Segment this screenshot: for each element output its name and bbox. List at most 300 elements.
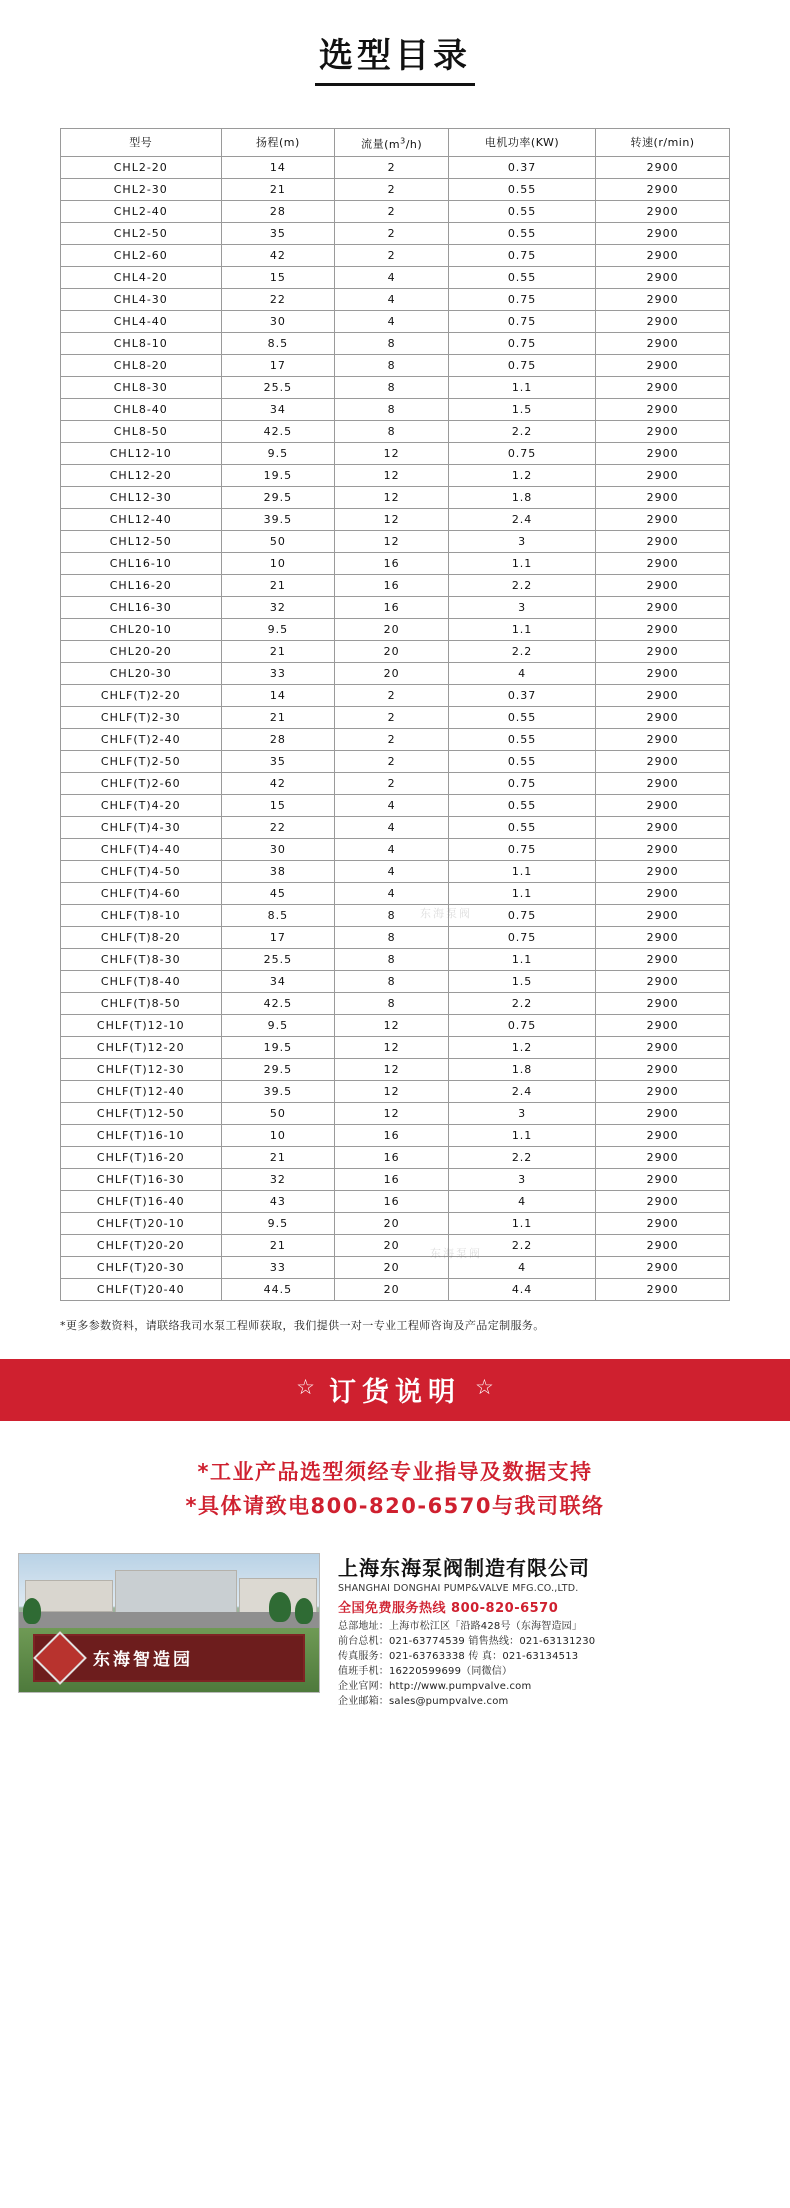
table-cell: 2900 (596, 662, 730, 684)
contact-line: 传真服务：021-63763338 传 真：021-63134513 (338, 1650, 579, 1662)
table-cell: 22 (221, 288, 335, 310)
table-cell: CHLF(T)8-20 (61, 926, 222, 948)
table-row (61, 200, 730, 222)
col-header-flow (335, 129, 449, 157)
table-cell: 0.55 (448, 178, 595, 200)
table-cell: 20 (335, 640, 449, 662)
table-row (61, 1014, 730, 1036)
table-cell: 2900 (596, 794, 730, 816)
table-row (61, 684, 730, 706)
spec-table-area (0, 108, 790, 1301)
table-cell: 2900 (596, 376, 730, 398)
table-cell: 12 (335, 442, 449, 464)
table-cell: 32 (221, 1168, 335, 1190)
table-cell: 2900 (596, 200, 730, 222)
table-cell: 25.5 (221, 948, 335, 970)
table-cell: 12 (335, 530, 449, 552)
table-row (61, 794, 730, 816)
table-cell: 2.2 (448, 420, 595, 442)
table-cell: 2900 (596, 1102, 730, 1124)
table-cell: 1.1 (448, 376, 595, 398)
table-cell: 45 (221, 882, 335, 904)
table-cell: 12 (335, 508, 449, 530)
table-cell: 10 (221, 1124, 335, 1146)
table-cell: 43 (221, 1190, 335, 1212)
table-cell: 1.8 (448, 1058, 595, 1080)
table-cell: 9.5 (221, 1212, 335, 1234)
table-cell: 12 (335, 1058, 449, 1080)
table-cell: 28 (221, 200, 335, 222)
table-row (61, 970, 730, 992)
table-cell: CHLF(T)20-40 (61, 1278, 222, 1300)
table-cell: 2900 (596, 816, 730, 838)
table-cell: 19.5 (221, 464, 335, 486)
table-cell: 1.1 (448, 948, 595, 970)
table-cell: CHLF(T)12-10 (61, 1014, 222, 1036)
contact-line: 前台总机：021-63774539 销售热线：021-63131230 (338, 1635, 596, 1647)
table-cell: 0.55 (448, 222, 595, 244)
table-cell: 2900 (596, 222, 730, 244)
table-cell: 2 (335, 178, 449, 200)
table-row (61, 508, 730, 530)
star-left-icon: ☆ (296, 1376, 315, 1400)
table-cell: 1.1 (448, 860, 595, 882)
contact-line: 总部地址：上海市松江区「沿路428号（东海智造园」 (338, 1620, 583, 1632)
table-cell: CHLF(T)4-60 (61, 882, 222, 904)
table-cell: CHLF(T)2-20 (61, 684, 222, 706)
table-cell: 20 (335, 1278, 449, 1300)
table-cell: 14 (221, 684, 335, 706)
table-row (61, 596, 730, 618)
table-cell: 2900 (596, 728, 730, 750)
table-cell: 38 (221, 860, 335, 882)
order-instructions-band (0, 1359, 790, 1421)
table-cell: 28 (221, 728, 335, 750)
table-cell: 25.5 (221, 376, 335, 398)
col-header-power-text: 电机功率 (484, 135, 531, 149)
slogan-line-1: *工业产品选型须经专业指导及数据支持 (197, 1459, 593, 1484)
table-row (61, 772, 730, 794)
table-cell: CHLF(T)4-50 (61, 860, 222, 882)
table-cell: 8 (335, 354, 449, 376)
table-row (61, 1190, 730, 1212)
table-row (61, 332, 730, 354)
table-cell: 33 (221, 662, 335, 684)
table-cell: CHL8-20 (61, 354, 222, 376)
photo-tree (269, 1592, 291, 1622)
table-cell: 22 (221, 816, 335, 838)
table-row (61, 1124, 730, 1146)
col-header-model (61, 129, 222, 157)
table-cell: 9.5 (221, 618, 335, 640)
photo-tree (23, 1598, 41, 1624)
table-cell: 2.4 (448, 1080, 595, 1102)
table-cell: 1.1 (448, 882, 595, 904)
col-header-power (448, 129, 595, 157)
table-cell: CHL4-40 (61, 310, 222, 332)
table-cell: 34 (221, 398, 335, 420)
table-cell: 20 (335, 1256, 449, 1278)
table-cell: 44.5 (221, 1278, 335, 1300)
table-cell: 2 (335, 750, 449, 772)
table-cell: CHLF(T)2-60 (61, 772, 222, 794)
table-cell: CHLF(T)4-30 (61, 816, 222, 838)
contact-line-email[interactable]: 企业邮箱：sales@pumpvalve.com (338, 1695, 509, 1707)
table-row (61, 618, 730, 640)
table-row (61, 816, 730, 838)
table-row (61, 1102, 730, 1124)
table-cell: 1.1 (448, 1124, 595, 1146)
table-cell: 30 (221, 838, 335, 860)
table-cell: CHL12-50 (61, 530, 222, 552)
table-cell: 21 (221, 1146, 335, 1168)
table-cell: 0.55 (448, 750, 595, 772)
table-cell: 2900 (596, 332, 730, 354)
table-cell: 2900 (596, 508, 730, 530)
table-cell: 2900 (596, 882, 730, 904)
table-cell: 4 (335, 794, 449, 816)
table-cell: CHL8-40 (61, 398, 222, 420)
table-cell: 8.5 (221, 332, 335, 354)
table-row (61, 354, 730, 376)
table-cell: 14 (221, 156, 335, 178)
photo-tree (295, 1598, 313, 1624)
table-cell: 50 (221, 530, 335, 552)
slogan-section (0, 1421, 790, 1553)
table-row (61, 904, 730, 926)
table-cell: CHLF(T)12-20 (61, 1036, 222, 1058)
star-right-icon: ☆ (475, 1376, 494, 1400)
photo-building-center (115, 1570, 237, 1614)
table-row (61, 1168, 730, 1190)
table-row (61, 926, 730, 948)
table-cell: 12 (335, 1036, 449, 1058)
table-cell: 0.55 (448, 794, 595, 816)
table-cell: 0.55 (448, 728, 595, 750)
table-cell: 4 (448, 1256, 595, 1278)
table-cell: 2900 (596, 684, 730, 706)
table-cell: 20 (335, 1212, 449, 1234)
table-cell: 2 (335, 706, 449, 728)
table-cell: 0.75 (448, 354, 595, 376)
table-cell: CHLF(T)20-10 (61, 1212, 222, 1234)
table-cell: 1.5 (448, 970, 595, 992)
table-row (61, 1234, 730, 1256)
table-cell: CHLF(T)12-50 (61, 1102, 222, 1124)
table-cell: 29.5 (221, 486, 335, 508)
table-cell: 16 (335, 1168, 449, 1190)
table-cell: 0.55 (448, 200, 595, 222)
table-cell: 3 (448, 596, 595, 618)
table-cell: 2900 (596, 442, 730, 464)
table-cell: 8.5 (221, 904, 335, 926)
table-row (61, 376, 730, 398)
table-cell: 2 (335, 244, 449, 266)
table-cell: 20 (335, 662, 449, 684)
table-cell: CHL20-20 (61, 640, 222, 662)
table-row (61, 288, 730, 310)
watermark: 东海泵阀 (430, 1247, 482, 1260)
table-cell: 21 (221, 574, 335, 596)
table-cell: 4 (335, 882, 449, 904)
table-cell: 16 (335, 1124, 449, 1146)
table-cell: 50 (221, 1102, 335, 1124)
table-cell: 2900 (596, 1124, 730, 1146)
table-cell: CHL20-10 (61, 618, 222, 640)
table-cell: 2900 (596, 772, 730, 794)
table-cell: 2 (335, 200, 449, 222)
table-cell: 1.1 (448, 618, 595, 640)
col-header-head-unit: (m) (279, 135, 300, 149)
table-cell: 2900 (596, 1058, 730, 1080)
table-cell: 8 (335, 332, 449, 354)
table-cell: 16 (335, 574, 449, 596)
table-cell: 0.55 (448, 266, 595, 288)
table-cell: 2 (335, 222, 449, 244)
table-cell: 8 (335, 376, 449, 398)
table-cell: 2900 (596, 1256, 730, 1278)
table-cell: 2900 (596, 288, 730, 310)
table-row (61, 178, 730, 200)
table-row (61, 1256, 730, 1278)
table-cell: CHL8-10 (61, 332, 222, 354)
table-cell: CHL12-20 (61, 464, 222, 486)
table-cell: 20 (335, 618, 449, 640)
table-row (61, 442, 730, 464)
table-cell: 35 (221, 222, 335, 244)
table-cell: CHLF(T)16-20 (61, 1146, 222, 1168)
table-cell: 0.75 (448, 288, 595, 310)
table-cell: 0.55 (448, 706, 595, 728)
table-cell: CHLF(T)4-40 (61, 838, 222, 860)
table-cell: 30 (221, 310, 335, 332)
table-cell: 0.75 (448, 772, 595, 794)
table-cell: 16 (335, 596, 449, 618)
table-row (61, 882, 730, 904)
table-row (61, 530, 730, 552)
table-cell: 35 (221, 750, 335, 772)
table-cell: 2900 (596, 574, 730, 596)
col-header-speed-unit: (r/min) (653, 135, 695, 149)
table-cell: 21 (221, 1234, 335, 1256)
table-cell: 15 (221, 266, 335, 288)
table-cell: CHL8-30 (61, 376, 222, 398)
table-row (61, 420, 730, 442)
table-cell: 16 (335, 552, 449, 574)
watermark: 东海泵阀 (420, 907, 472, 920)
company-info (320, 1553, 790, 1709)
table-cell: CHL2-30 (61, 178, 222, 200)
table-cell: 2900 (596, 1234, 730, 1256)
table-cell: 1.2 (448, 1036, 595, 1058)
table-cell: CHLF(T)12-30 (61, 1058, 222, 1080)
table-cell: 2 (335, 684, 449, 706)
table-cell: 2900 (596, 1190, 730, 1212)
table-cell: 2900 (596, 948, 730, 970)
table-cell: 20 (335, 1234, 449, 1256)
table-cell: 16 (335, 1190, 449, 1212)
table-cell: 2900 (596, 552, 730, 574)
table-cell: 4.4 (448, 1278, 595, 1300)
table-cell: CHLF(T)8-50 (61, 992, 222, 1014)
table-cell: 0.75 (448, 904, 595, 926)
table-cell: 2900 (596, 310, 730, 332)
table-cell: 2900 (596, 354, 730, 376)
table-note: *更多参数资料，请联络我司水泵工程师获取，我们提供一对一专业工程师咨询及产品定制服务。 (60, 1318, 545, 1332)
table-cell: 42 (221, 244, 335, 266)
table-cell: 39.5 (221, 1080, 335, 1102)
table-cell: 2 (335, 156, 449, 178)
table-cell: 42.5 (221, 992, 335, 1014)
table-cell: 3 (448, 1102, 595, 1124)
table-cell: 4 (335, 860, 449, 882)
table-cell: CHL2-20 (61, 156, 222, 178)
table-cell: 4 (335, 288, 449, 310)
table-cell: 15 (221, 794, 335, 816)
table-cell: CHLF(T)2-40 (61, 728, 222, 750)
table-row (61, 156, 730, 178)
table-cell: 10 (221, 552, 335, 574)
table-cell: 1.2 (448, 464, 595, 486)
table-cell: 0.75 (448, 926, 595, 948)
table-cell: CHLF(T)8-10 (61, 904, 222, 926)
company-name-cn: 上海东海泵阀制造有限公司 (338, 1555, 590, 1580)
table-cell: CHL12-30 (61, 486, 222, 508)
col-header-head (221, 129, 335, 157)
table-cell: 8 (335, 904, 449, 926)
table-cell: 2900 (596, 706, 730, 728)
table-cell: 21 (221, 640, 335, 662)
table-cell: 2900 (596, 398, 730, 420)
table-cell: 8 (335, 970, 449, 992)
table-cell: CHL16-10 (61, 552, 222, 574)
table-row (61, 838, 730, 860)
table-cell: CHLF(T)20-20 (61, 1234, 222, 1256)
table-row (61, 398, 730, 420)
table-cell: 12 (335, 1014, 449, 1036)
table-cell: CHLF(T)16-30 (61, 1168, 222, 1190)
table-row (61, 750, 730, 772)
table-row (61, 266, 730, 288)
table-cell: 0.75 (448, 332, 595, 354)
table-cell: CHLF(T)2-50 (61, 750, 222, 772)
contact-line-website[interactable]: 企业官网：http://www.pumpvalve.com (338, 1680, 532, 1692)
table-header-row (61, 129, 730, 157)
table-cell: 8 (335, 992, 449, 1014)
table-cell: CHL4-30 (61, 288, 222, 310)
table-cell: 0.37 (448, 156, 595, 178)
table-cell: 2900 (596, 420, 730, 442)
table-cell: 2900 (596, 926, 730, 948)
table-cell: 0.37 (448, 684, 595, 706)
table-cell: CHL4-20 (61, 266, 222, 288)
table-cell: 2900 (596, 838, 730, 860)
table-cell: 33 (221, 1256, 335, 1278)
table-cell: 4 (335, 266, 449, 288)
table-cell: 21 (221, 706, 335, 728)
table-cell: 17 (221, 926, 335, 948)
table-cell: 2 (335, 728, 449, 750)
table-row (61, 992, 730, 1014)
table-cell: 9.5 (221, 442, 335, 464)
table-cell: CHLF(T)16-40 (61, 1190, 222, 1212)
table-cell: 19.5 (221, 1036, 335, 1058)
table-row (61, 222, 730, 244)
donghai-logo-icon (33, 1631, 87, 1685)
table-row (61, 310, 730, 332)
page-title-section (0, 0, 790, 108)
table-cell: 2900 (596, 618, 730, 640)
photo-park-sign (33, 1634, 305, 1682)
page-title: 选型目录 (315, 28, 475, 86)
table-row (61, 706, 730, 728)
table-cell: CHL16-20 (61, 574, 222, 596)
table-cell: 2900 (596, 640, 730, 662)
table-cell: CHL8-50 (61, 420, 222, 442)
table-row (61, 1080, 730, 1102)
footer (0, 1553, 790, 1723)
table-cell: 0.75 (448, 310, 595, 332)
table-cell: 4 (335, 838, 449, 860)
table-cell: 0.75 (448, 838, 595, 860)
table-cell: CHL16-30 (61, 596, 222, 618)
table-row (61, 860, 730, 882)
table-cell: CHL12-10 (61, 442, 222, 464)
contact-line: 值班手机：16220599699（同微信） (338, 1665, 513, 1677)
table-cell: 0.55 (448, 816, 595, 838)
col-header-flow-unit: $(m^3/h)$ (384, 136, 423, 151)
table-cell: 21 (221, 178, 335, 200)
table-cell: 42.5 (221, 420, 335, 442)
col-header-head-text: 扬程 (256, 135, 279, 149)
table-cell: 0.75 (448, 1014, 595, 1036)
table-cell: 2900 (596, 1278, 730, 1300)
table-cell: 4 (335, 310, 449, 332)
table-cell: 2900 (596, 156, 730, 178)
table-cell: 0.75 (448, 244, 595, 266)
table-cell: 1.1 (448, 1212, 595, 1234)
table-cell: 4 (335, 816, 449, 838)
table-cell: 2900 (596, 266, 730, 288)
table-cell: CHLF(T)2-30 (61, 706, 222, 728)
slogan-line-2: *具体请致电800-820-6570与我司联络 (185, 1493, 605, 1518)
table-cell: 2900 (596, 530, 730, 552)
table-cell: 16 (335, 1146, 449, 1168)
table-cell: 2900 (596, 1212, 730, 1234)
table-cell: CHLF(T)12-40 (61, 1080, 222, 1102)
table-cell: 0.75 (448, 442, 595, 464)
spec-table (60, 128, 730, 1301)
table-cell: 2900 (596, 178, 730, 200)
col-header-power-unit: (KW) (530, 135, 560, 149)
table-cell: 8 (335, 948, 449, 970)
col-header-flow-text: 流量 (361, 137, 385, 151)
table-cell: 2900 (596, 750, 730, 772)
table-row (61, 552, 730, 574)
table-cell: 2.2 (448, 640, 595, 662)
table-cell: CHL2-40 (61, 200, 222, 222)
table-row (61, 1036, 730, 1058)
col-header-speed-text: 转速 (630, 135, 654, 149)
table-cell: 8 (335, 926, 449, 948)
table-cell: 2900 (596, 1146, 730, 1168)
table-cell: 12 (335, 486, 449, 508)
table-cell: 1.5 (448, 398, 595, 420)
table-cell: 2.2 (448, 1146, 595, 1168)
table-cell: CHL12-40 (61, 508, 222, 530)
table-cell: 9.5 (221, 1014, 335, 1036)
photo-sign-text: 东海智造园 (93, 1650, 193, 1671)
